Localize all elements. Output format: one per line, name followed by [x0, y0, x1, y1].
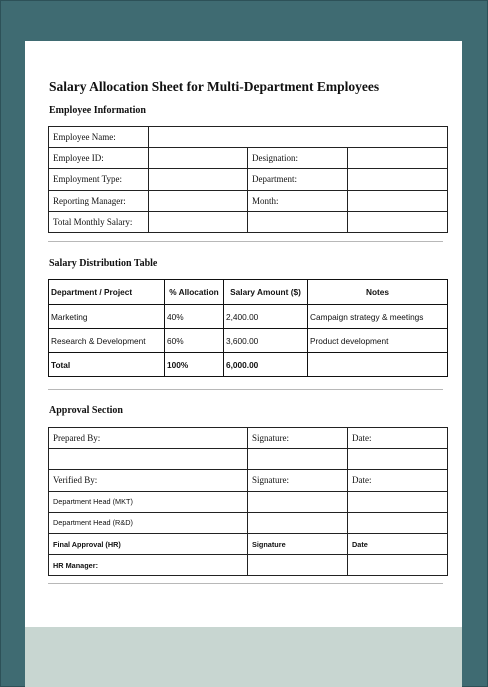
- empty-cell[interactable]: [49, 449, 248, 470]
- employee-name-field[interactable]: [149, 127, 448, 148]
- footer-band: [25, 627, 462, 687]
- table-row: [49, 148, 448, 169]
- empty-cell[interactable]: [348, 211, 448, 232]
- section-divider: [48, 583, 443, 584]
- empty-cell[interactable]: [248, 491, 348, 512]
- column-header: Salary Amount ($): [224, 280, 308, 305]
- column-header: % Allocation: [165, 280, 224, 305]
- department-label: Department:: [248, 169, 348, 190]
- table-row: [49, 512, 448, 533]
- empty-cell[interactable]: [248, 449, 348, 470]
- empty-cell[interactable]: [248, 211, 348, 232]
- employee-info-heading: Employee Information: [49, 105, 146, 116]
- empty-cell[interactable]: [348, 491, 448, 512]
- employee-name-label: Employee Name:: [49, 127, 149, 148]
- department-field[interactable]: [348, 169, 448, 190]
- column-header: Notes: [308, 280, 448, 305]
- table-row: [49, 449, 448, 470]
- table-cell[interactable]: 40%: [165, 305, 224, 329]
- table-cell[interactable]: Research & Development: [49, 329, 165, 353]
- dept-head-rnd-label: Department Head (R&D): [49, 512, 248, 533]
- empty-cell[interactable]: [348, 555, 448, 576]
- total-monthly-salary-field[interactable]: [149, 211, 248, 232]
- hr-manager-label: HR Manager:: [49, 555, 248, 576]
- table-cell[interactable]: 3,600.00: [224, 329, 308, 353]
- table-row: [49, 329, 448, 353]
- section-divider: [48, 241, 443, 242]
- reporting-manager-field[interactable]: [149, 190, 248, 211]
- total-row: [49, 353, 448, 377]
- table-cell[interactable]: [308, 353, 448, 377]
- employee-info-table: [48, 126, 448, 233]
- column-header: Department / Project: [49, 280, 165, 305]
- dept-head-mkt-label: Department Head (MKT): [49, 491, 248, 512]
- table-header-row: [49, 280, 448, 305]
- date-label: Date:: [348, 470, 448, 491]
- table-cell[interactable]: 100%: [165, 353, 224, 377]
- employment-type-field[interactable]: [149, 169, 248, 190]
- table-cell[interactable]: Marketing: [49, 305, 165, 329]
- month-label: Month:: [248, 190, 348, 211]
- table-cell[interactable]: Campaign strategy & meetings: [308, 305, 448, 329]
- table-row: [49, 470, 448, 491]
- employee-id-label: Employee ID:: [49, 148, 149, 169]
- page-title: Salary Allocation Sheet for Multi-Department Employees: [49, 79, 380, 94]
- table-row: [49, 555, 448, 576]
- signature-label: Signature:: [248, 428, 348, 449]
- empty-cell[interactable]: [248, 555, 348, 576]
- approval-table: [48, 427, 448, 576]
- table-row: [49, 211, 448, 232]
- designation-field[interactable]: [348, 148, 448, 169]
- table-row: [49, 491, 448, 512]
- date-label: Date:: [348, 428, 448, 449]
- table-row: [49, 169, 448, 190]
- prepared-by-label: Prepared By:: [49, 428, 248, 449]
- empty-cell[interactable]: [248, 512, 348, 533]
- signature-header: Signature: [248, 533, 348, 554]
- date-header: Date: [348, 533, 448, 554]
- table-cell[interactable]: 6,000.00: [224, 353, 308, 377]
- table-cell[interactable]: Product development: [308, 329, 448, 353]
- table-row: [49, 533, 448, 554]
- approval-heading: Approval Section: [49, 405, 123, 416]
- section-divider: [48, 389, 443, 390]
- verified-by-label: Verified By:: [49, 470, 248, 491]
- empty-cell[interactable]: [348, 449, 448, 470]
- salary-distribution-heading: Salary Distribution Table: [49, 258, 158, 269]
- final-approval-label: Final Approval (HR): [49, 533, 248, 554]
- table-cell: Total: [49, 353, 165, 377]
- salary-distribution-table: [48, 279, 448, 377]
- table-row: [49, 305, 448, 329]
- signature-label: Signature:: [248, 470, 348, 491]
- designation-label: Designation:: [248, 148, 348, 169]
- document-page: [25, 41, 462, 687]
- month-field[interactable]: [348, 190, 448, 211]
- table-row: [49, 428, 448, 449]
- table-row: [49, 127, 448, 148]
- table-cell[interactable]: 2,400.00: [224, 305, 308, 329]
- reporting-manager-label: Reporting Manager:: [49, 190, 149, 211]
- employment-type-label: Employment Type:: [49, 169, 149, 190]
- empty-cell[interactable]: [348, 512, 448, 533]
- total-monthly-salary-label: Total Monthly Salary:: [49, 211, 149, 232]
- table-row: [49, 190, 448, 211]
- employee-id-field[interactable]: [149, 148, 248, 169]
- table-cell[interactable]: 60%: [165, 329, 224, 353]
